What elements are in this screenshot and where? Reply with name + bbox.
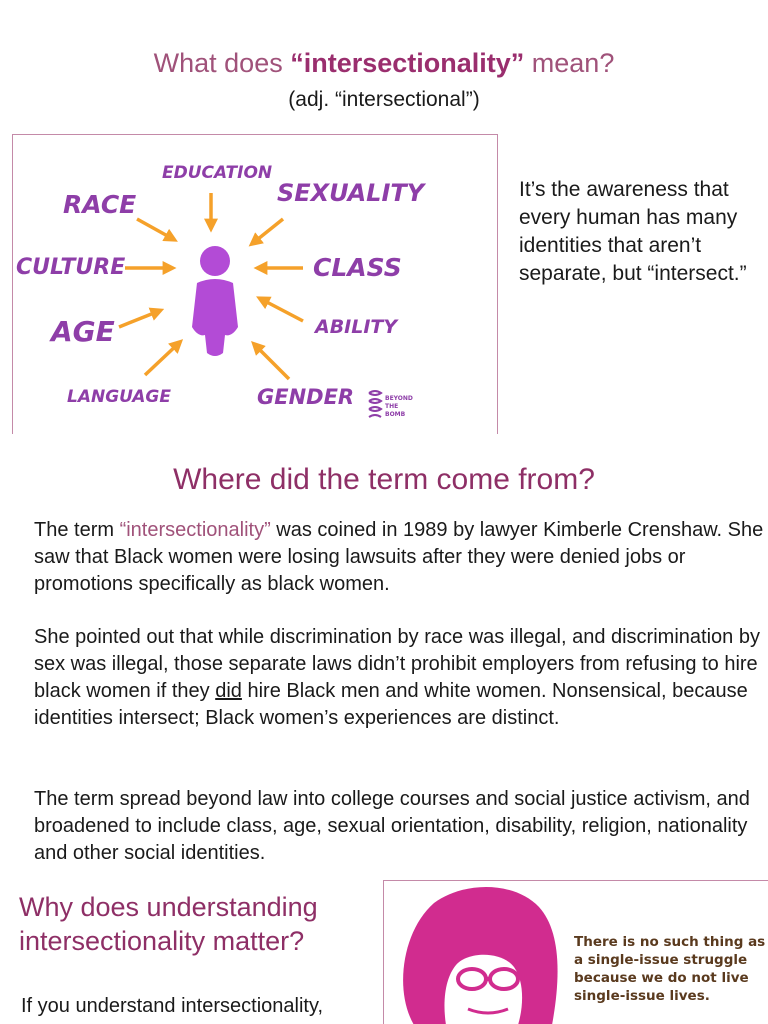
arrow-ability [261,299,303,321]
label-race: RACE [63,190,137,219]
person-icon [192,246,238,356]
label-culture: CULTURE [16,255,126,280]
origin-paragraph-1: The term “intersectionality” was coined in 1989 by lawyer Kimberle Crenshaw. She saw that Black women were losing lawsuits after they were denied jobs or promotions specifically as black women. [34,519,764,595]
logo-icon [369,391,381,417]
arrow-gender [255,345,289,379]
label-ability: ABILITY [315,316,398,338]
quote-text: There is no such thing as a single-issue struggle because we do not live single-issue lives. [574,934,766,1004]
title-prefix: What does [153,48,291,78]
label-gender: GENDER [257,385,355,409]
identities-diagram [12,134,498,434]
why-title: Why does understanding intersectionality matter? [19,892,318,956]
logo-text: BEYOND THE BOMB [385,395,413,418]
title-suffix: mean? [524,48,615,78]
origin-title: Where did the term come from? [173,463,595,496]
title-term: “intersectionality” [290,48,525,78]
arrow-sexuality [253,219,283,243]
label-education: EDUCATION [162,163,273,183]
label-class: CLASS [313,253,402,282]
origin-paragraph-2: She pointed out that while discrimination by race was illegal, and discrimination by sex was illegal, those separate laws didn’t prohibit employers from refusing to hire black women if they did hire Black men and white women. Nonsensical, because identities intersect; Black women’s experiences are distinct. [34,626,760,729]
origin-paragraph-3: The term spread beyond law into college courses and social justice activism, and broadened to include class, age, sexual orientation, disability, religion, nationality and other social identities. [34,788,750,864]
page-title [0,48,768,79]
label-age: AGE [51,315,115,348]
label-sexuality: SEXUALITY [277,179,425,207]
definition-text: It’s the awareness that every human has many identities that aren’t separate, but “intersect.” [519,178,747,285]
page-subtitle: (adj. “intersectional”) [288,88,480,111]
arrow-language [145,343,179,375]
arrow-age [119,311,159,327]
label-language: LANGUAGE [67,387,171,407]
term-highlight: “intersectionality” [119,519,271,541]
emphasis-did: did [215,680,242,702]
why-text: If you understand intersectionality, [21,995,324,1017]
arrow-race [137,219,173,239]
